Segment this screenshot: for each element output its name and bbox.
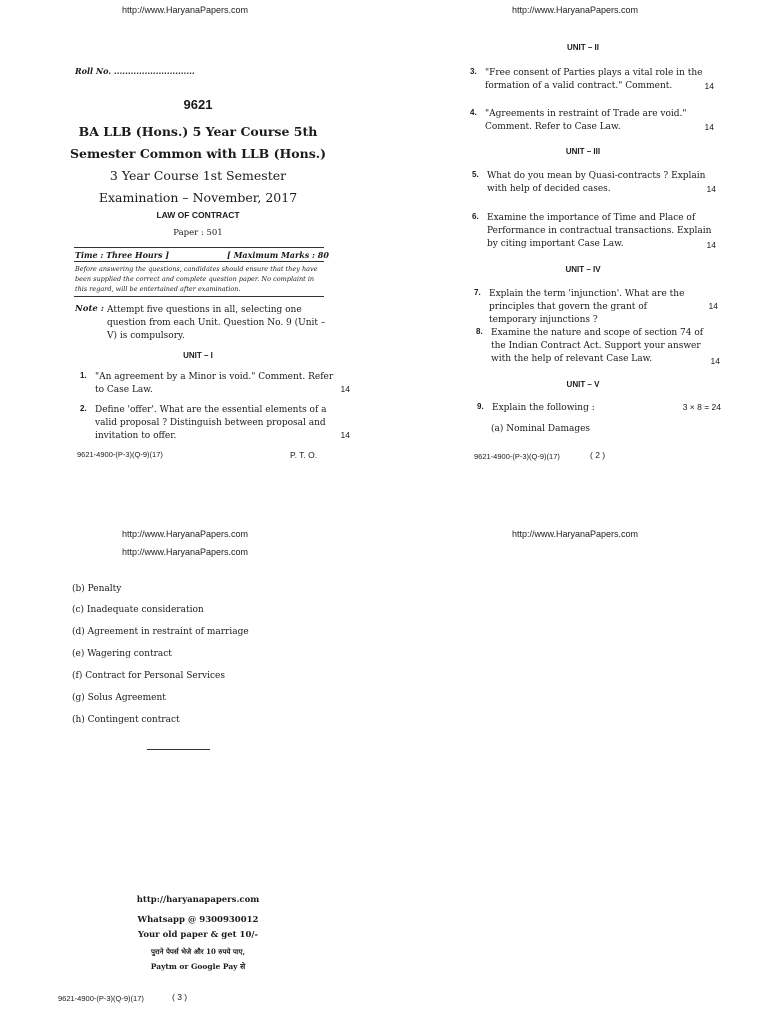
question-marks: 14 xyxy=(704,81,714,91)
question-number: 6. xyxy=(472,212,479,221)
question-marks: 14 xyxy=(340,384,350,394)
question-text: Explain the following : xyxy=(492,403,595,413)
question-text: Examine the importance of Time and Place of Performance in contractual transactions. Explain by citing important Case Law. xyxy=(487,213,712,249)
question-text: "Agreements in restraint of Trade are void." Comment. Refer to Case Law. xyxy=(485,109,687,132)
footer-page: ( 3 ) xyxy=(172,992,188,1002)
list-item: (b) Penalty xyxy=(72,584,122,594)
page1-url: http://www.HaryanaPapers.com xyxy=(122,5,249,15)
question-6 xyxy=(472,212,716,251)
question-number: 5. xyxy=(472,170,479,179)
question-marks: 14 xyxy=(706,184,716,194)
promo-payment: Paytm or Google Pay से xyxy=(150,962,246,971)
time-label: Time : Three Hours ] xyxy=(75,250,170,260)
question-marks: 14 xyxy=(708,301,718,311)
question-marks: 14 xyxy=(340,430,350,440)
page2-url: http://www.HaryanaPapers.com xyxy=(512,5,639,15)
note-label: Note : xyxy=(75,304,104,314)
list-item: (c) Inadequate consideration xyxy=(72,605,204,615)
roll-no: Roll No. ............................. xyxy=(75,66,195,76)
question-marks: 14 xyxy=(704,122,714,132)
question-marks: 3 × 8 = 24 xyxy=(682,402,721,412)
unit-heading: UNIT – V xyxy=(566,380,600,389)
question-text: "Free consent of Parties plays a vital role in the formation of a valid contract." Comment. xyxy=(485,68,703,91)
list-item: (d) Agreement in restraint of marriage xyxy=(72,627,249,637)
question-number: 2. xyxy=(80,404,87,413)
question-marks: 14 xyxy=(706,240,716,250)
question-number: 8. xyxy=(476,327,483,336)
divider xyxy=(74,261,324,262)
question-number: 1. xyxy=(80,371,87,380)
unit-heading: UNIT – I xyxy=(183,351,213,360)
question-text: Define 'offer'. What are the essential elements of a valid proposal ? Distinguish between proposal and invitation to offer. xyxy=(95,405,327,441)
question-number: 4. xyxy=(470,108,477,117)
title-line: 3 Year Course 1st Semester xyxy=(109,168,287,183)
footer-pto: P. T. O. xyxy=(290,450,318,460)
note-text: Attempt five questions in all, selecting one question from each Unit. Question No. 9 (Unit – V) is compulsory. xyxy=(107,305,326,341)
page4-url: http://www.HaryanaPapers.com xyxy=(512,529,639,539)
list-item: (f) Contract for Personal Services xyxy=(72,671,225,681)
promo-offer: Your old paper & get 10/- xyxy=(138,930,258,940)
sub-item: (a) Nominal Damages xyxy=(491,424,591,434)
unit-heading: UNIT – IV xyxy=(565,265,601,274)
title-line: Semester Common with LLB (Hons.) xyxy=(69,146,327,161)
footer-page: ( 2 ) xyxy=(590,450,606,460)
end-rule xyxy=(147,749,210,750)
list-item: (g) Solus Agreement xyxy=(72,693,166,703)
promo-url: http://haryanapapers.com xyxy=(136,895,260,905)
question-text: What do you mean by Quasi-contracts ? Explain with help of decided cases. xyxy=(487,171,706,194)
divider xyxy=(74,296,324,297)
exam-title xyxy=(0,121,396,209)
promo-hindi: पुराने पेपर्स भेजे और 10 रुपये पाए, xyxy=(150,946,246,956)
question-number: 9. xyxy=(477,402,484,411)
subject: LAW OF CONTRACT xyxy=(156,210,240,220)
note xyxy=(75,304,329,343)
page3-url: http://www.HaryanaPapers.com xyxy=(122,547,249,557)
footer-code: 9621-4900-(P-3)(Q-9)(17) xyxy=(77,450,163,459)
promo-whatsapp: Whatsapp @ 9300930012 xyxy=(137,914,259,925)
question-9 xyxy=(477,402,721,415)
max-marks: [ Maximum Marks : 80 xyxy=(227,250,329,260)
question-3 xyxy=(470,67,714,93)
paper-code: 9621 xyxy=(183,97,213,112)
question-text: "An agreement by a Minor is void." Comment. Refer to Case Law. xyxy=(95,372,334,395)
question-1 xyxy=(80,371,350,397)
footer-code: 9621-4900-(P-3)(Q-9)(17) xyxy=(58,994,144,1003)
question-7 xyxy=(474,288,718,327)
title-line: Examination – November, 2017 xyxy=(98,190,298,205)
promo-block xyxy=(0,893,396,975)
question-2 xyxy=(80,404,350,443)
footer-code: 9621-4900-(P-3)(Q-9)(17) xyxy=(474,452,560,461)
list-item: (e) Wagering contract xyxy=(72,649,172,659)
instruction: Before answering the questions, candidates should ensure that they have been supplied the correct and complete question paper. No complaint in this regard, will be entertained after examination. xyxy=(75,265,318,293)
divider xyxy=(74,247,324,248)
question-number: 3. xyxy=(470,67,477,76)
paper-number: Paper : 501 xyxy=(173,228,223,238)
unit-heading: UNIT – II xyxy=(566,43,599,52)
question-text: Examine the nature and scope of section 74 of the Indian Contract Act. Support your answer with the help of relevant Case Law. xyxy=(491,328,704,364)
title-line: BA LLB (Hons.) 5 Year Course 5th xyxy=(78,124,318,139)
question-number: 7. xyxy=(474,288,481,297)
question-marks: 14 xyxy=(710,356,720,366)
question-8 xyxy=(476,327,720,366)
question-5 xyxy=(472,170,716,196)
list-item: (h) Contingent contract xyxy=(72,715,180,725)
question-text: Explain the term 'injunction'. What are the principles that govern the grant of temporary injunctions ? xyxy=(489,289,685,325)
question-4 xyxy=(470,108,714,134)
page3-url: http://www.HaryanaPapers.com xyxy=(122,529,249,539)
unit-heading: UNIT – III xyxy=(565,147,601,156)
